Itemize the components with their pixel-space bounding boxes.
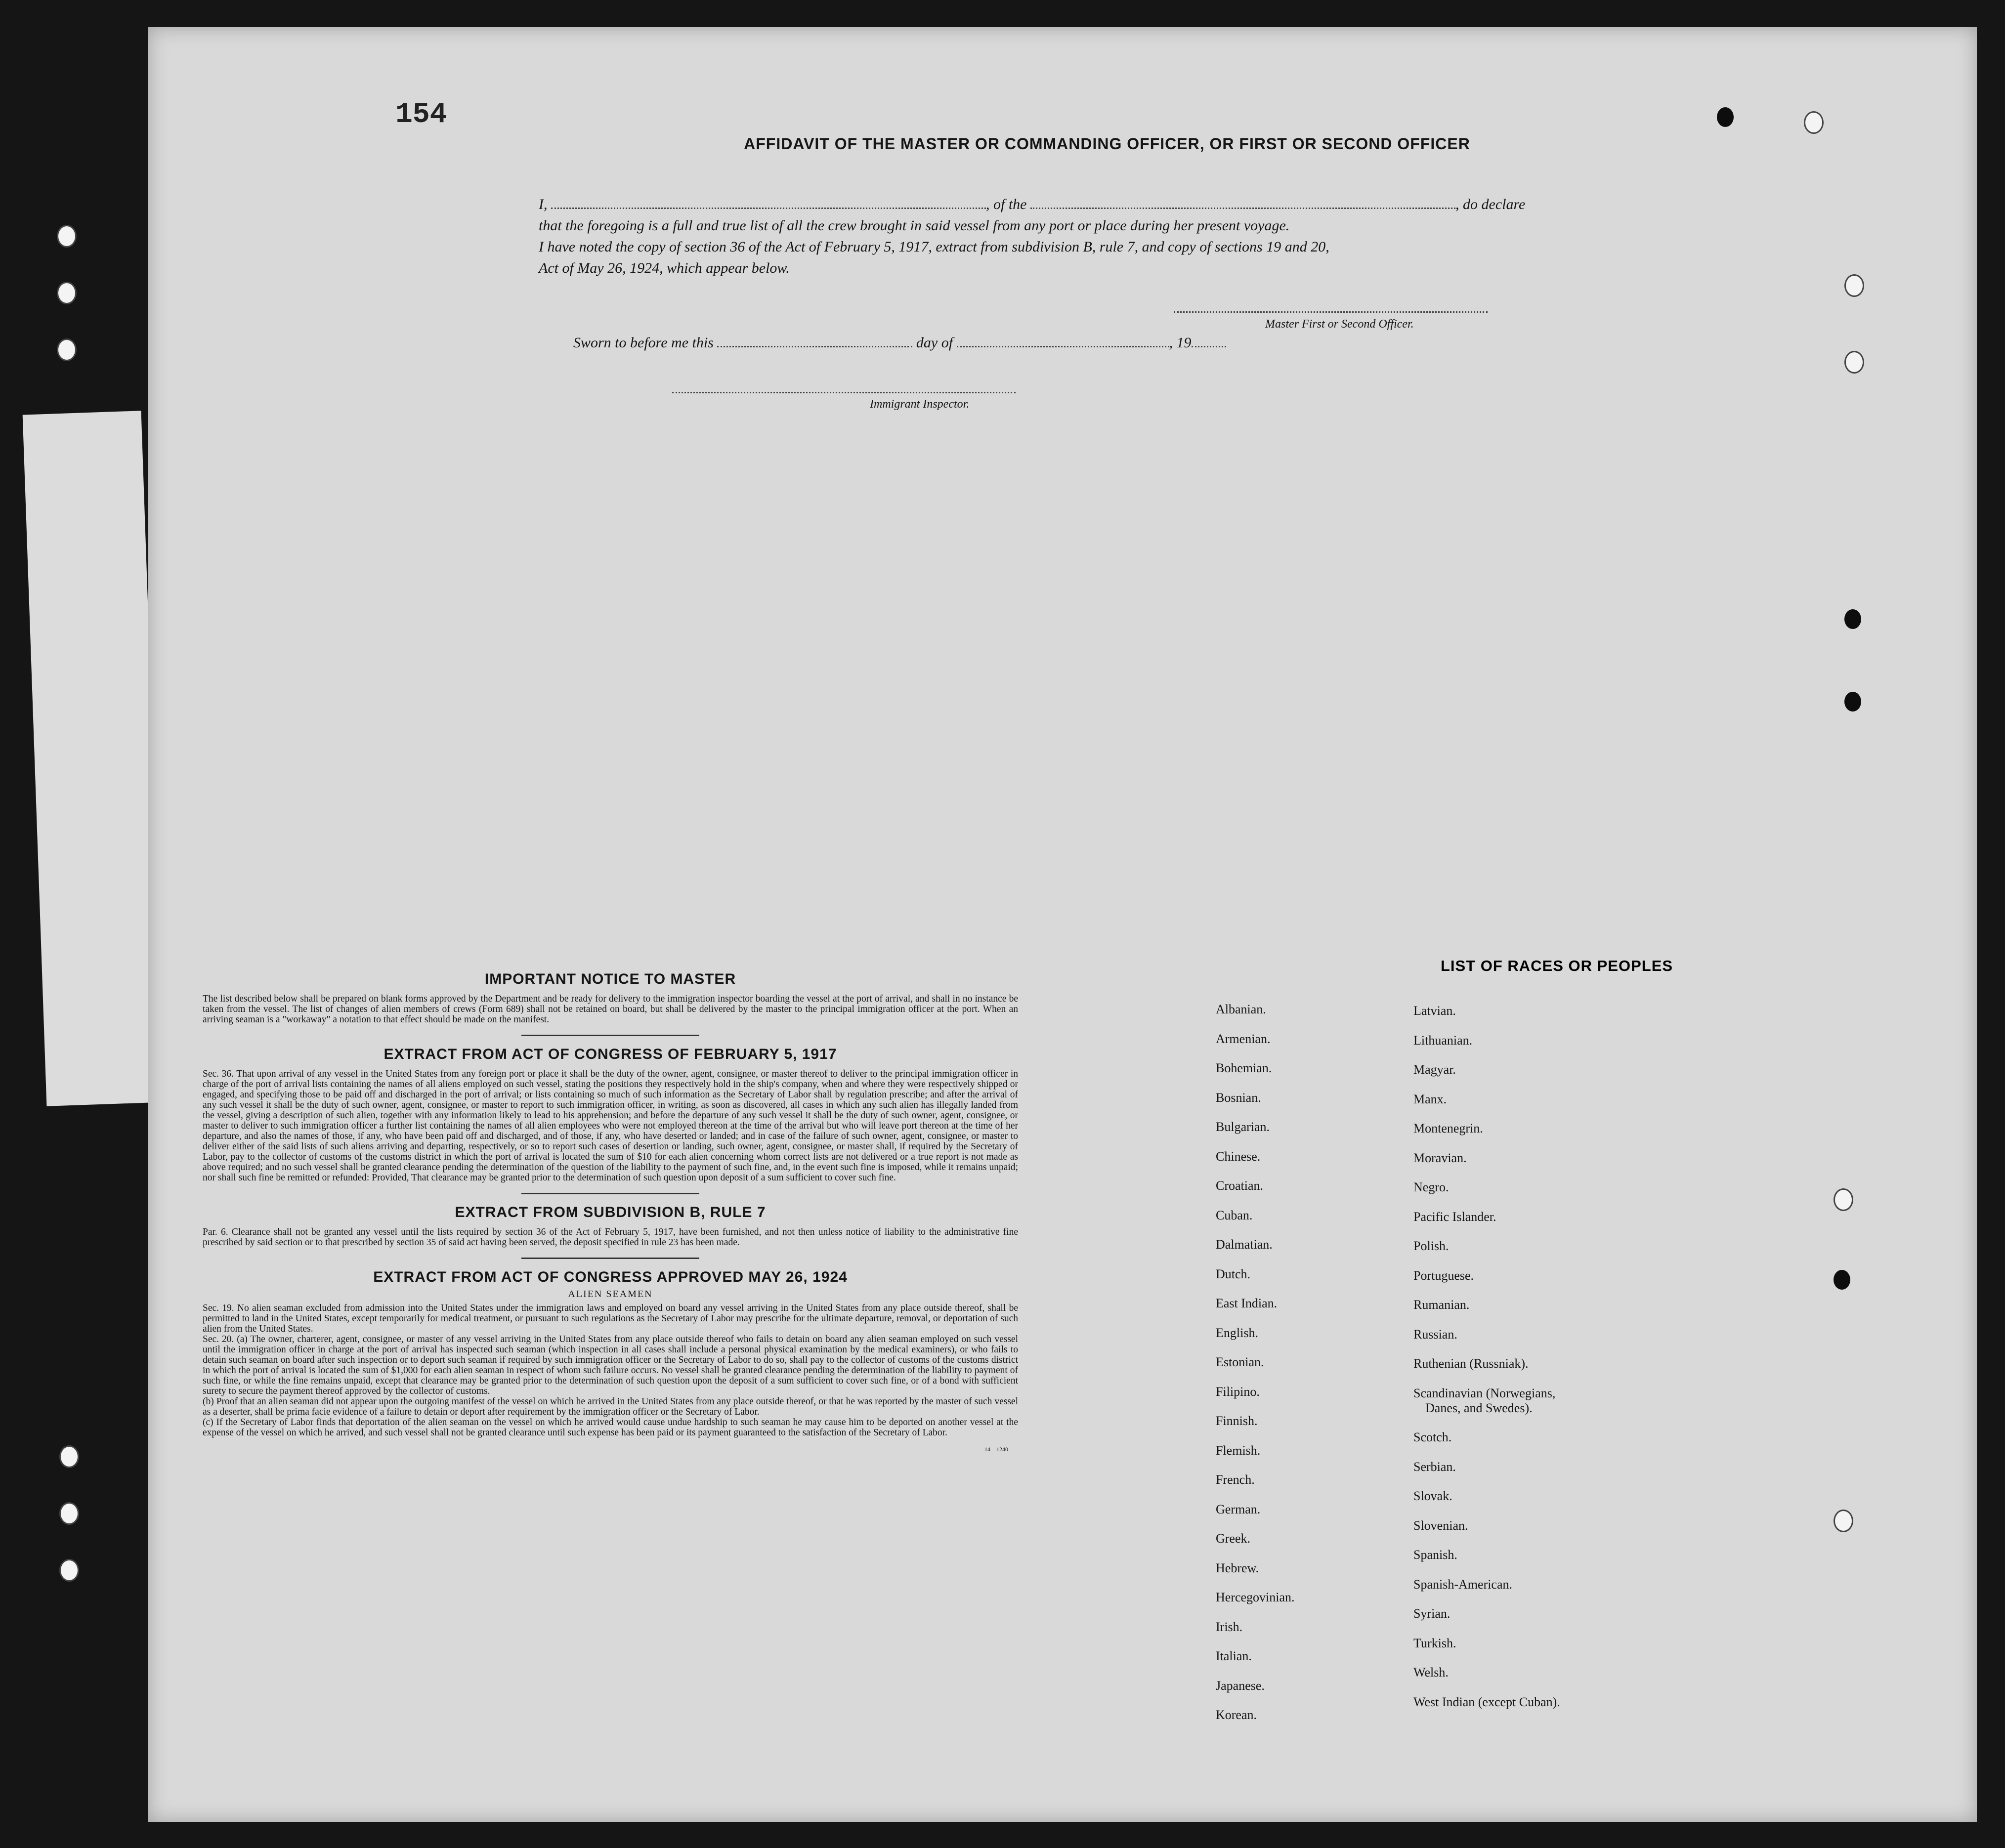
affidavit-line-3: I have noted the copy of section 36 of the Act of February 5, 1917, extract from subdivision B, rule 7, and copy of sections 19 and 20,: [539, 239, 1329, 255]
notice-body: The list described below shall be prepared on blank forms approved by the Department and be ready for delivery to the immigration inspector boarding the vessel at the port of arrival, and shall in no instance be taken from the vessel. The list of changes of alien members of crews (Form 689) shall not be retained on board, but shall be delivered by the master to the principal immigration officer at the port. When an arriving seaman is a "workaway" a notation to that effect should be made on the manifest.: [203, 994, 1018, 1025]
race-item: French.: [1216, 1472, 1255, 1487]
race-item-scandinavian: [1413, 1386, 1560, 1430]
punch-hole-left: [59, 1502, 79, 1525]
punch-hole-right: [1834, 1510, 1853, 1532]
day-of-label: day of: [916, 335, 953, 351]
race-item: Russian.: [1413, 1327, 1457, 1342]
race-item: Negro.: [1413, 1180, 1449, 1194]
race-item: Ruthenian (Russniak).: [1413, 1356, 1529, 1371]
races-title: LIST OF RACES OR PEOPLES: [1440, 957, 1673, 974]
race-item: Armenian.: [1216, 1031, 1271, 1046]
affidavit-title: AFFIDAVIT OF THE MASTER OR COMMANDING OFFICER, OR FIRST OR SECOND OFFICER: [744, 135, 1470, 153]
section-divider: [521, 1035, 699, 1036]
race-item: West Indian (except Cuban).: [1413, 1694, 1560, 1709]
form-number: 14—1240: [984, 1446, 1008, 1453]
sec19-body: Sec. 19. No alien seaman excluded from admission into the United States under the immigration laws and employed on board any vessel arriving in the United States from any place outside thereof, shall be permitted to land in the United States, except temporarily for medical treatment, or pursuant to such regulations as the Secretary of Labor may prescribe for the ultimate departure, removal, or deportation of such alien from the United States.: [203, 1303, 1018, 1334]
year-prefix-label: , 19: [1169, 335, 1192, 351]
race-item: Lithuanian.: [1413, 1033, 1473, 1048]
extract1-title: EXTRACT FROM ACT OF CONGRESS OF FEBRUARY 5, 1917: [384, 1046, 837, 1062]
declarant-name-blank[interactable]: [551, 197, 986, 209]
punch-hole-right: [1804, 111, 1824, 134]
race-item: Spanish.: [1413, 1548, 1457, 1562]
race-item: Filipino.: [1216, 1384, 1260, 1399]
race-item: Scotch.: [1413, 1430, 1452, 1444]
race-item: Dutch.: [1216, 1266, 1251, 1281]
sec20a-body: Sec. 20. (a) The owner, charterer, agent, consignee, or master of any vessel arriving in the United States from any place outside thereof who fails to detain on board any alien seaman employed on such vessel until the immigration officer in charge at the port of arrival has inspected such seaman (which inspection in all cases shall include a personal physical examination by the medical examiners), or who fails to detain such seaman on board after such inspection or to deport such seaman if required by such immigration officer or the Secretary of Labor to do so, shall pay to the collector of customs of the customs district in which the port of arrival is located the sum of $1,000 for each alien seaman in respect of whom such failure occurs. No vessel shall be granted clearance pending the determination of the liability to payment of such fine, or while the fine remains unpaid, except that clearance may be granted prior to the determination of such question upon the deposit of a sum sufficient to cover such fine, or of a bond with sufficient surety to secure the payment thereof approved by the collector of customs.: [203, 1334, 1018, 1396]
sworn-line: [573, 334, 1700, 352]
affidavit-line-4: Act of May 26, 1924, which appear below.: [539, 260, 790, 276]
race-item: Latvian.: [1413, 1004, 1456, 1018]
race-item: Slovak.: [1413, 1489, 1452, 1503]
declarant-label: I,: [539, 196, 548, 212]
race-item: Estonian.: [1216, 1355, 1264, 1369]
punch-hole-left: [59, 1445, 79, 1468]
punch-hole-right: [1834, 1188, 1853, 1211]
punch-hole-left: [59, 1559, 79, 1582]
punch-hole-right: [1844, 274, 1864, 297]
affidavit-declaration-line: [539, 195, 1665, 214]
document-page: [148, 27, 1977, 1822]
race-item: Irish.: [1216, 1619, 1243, 1634]
race-item-line: Danes, and Swedes).: [1425, 1400, 1533, 1415]
punch-hole-right: [1717, 107, 1734, 127]
extract2-body: Par. 6. Clearance shall not be granted any vessel until the lists required by section 36 of the Act of February 5, 1917, have been furnished, and not then unless notice of liability to the administrative fine prescribed by said section or to that prescribed by section 35 of said act having been served, the deposit specified in rule 23 has been made.: [203, 1227, 1018, 1248]
race-item: Dalmatian.: [1216, 1237, 1273, 1252]
race-item: Serbian.: [1413, 1459, 1456, 1474]
race-item: Hebrew.: [1216, 1560, 1259, 1575]
race-item: Greek.: [1216, 1531, 1251, 1546]
race-item: Turkish.: [1413, 1636, 1456, 1650]
races-column-left: [1216, 1002, 1295, 1737]
race-item: Moravian.: [1413, 1150, 1467, 1165]
sec20c-body: (c) If the Secretary of Labor finds that deportation of the alien seaman on the vessel on which he arrived would cause undue hardship to such seaman he may cause him to be deported on another vessel at the expense of the vessel on which he arrived, and such vessel shall not be granted clearance until such expense has been paid or its payment guaranteed to the satisfaction of the Secretary of Labor.: [203, 1417, 1018, 1438]
sec20b-body: (b) Proof that an alien seaman did not appear upon the outgoing manifest of the vessel on which he arrived in the United States from any place outside thereof, or that he was reported by the master of such vessel as a deserter, shall be prima facie evidence of a failure to detain or deport after requirement by the immigration officer or the Secretary of Labor.: [203, 1396, 1018, 1417]
race-item: German.: [1216, 1502, 1261, 1516]
race-item: Japanese.: [1216, 1678, 1265, 1693]
punch-hole-right: [1834, 1270, 1850, 1290]
race-item: Magyar.: [1413, 1062, 1456, 1077]
race-item: Rumanian.: [1413, 1298, 1470, 1312]
notice-section: [203, 971, 1018, 1453]
section-divider: [521, 1193, 699, 1194]
race-item: Albanian.: [1216, 1002, 1266, 1016]
race-item: Cuban.: [1216, 1208, 1253, 1222]
race-item: Bosnian.: [1216, 1090, 1261, 1105]
extract2-title: EXTRACT FROM SUBDIVISION B, RULE 7: [455, 1204, 766, 1220]
master-caption: Master First or Second Officer.: [1265, 318, 1414, 331]
underlying-paper: [23, 411, 166, 1106]
notice-title: IMPORTANT NOTICE TO MASTER: [484, 971, 736, 987]
punch-hole-left: [57, 282, 77, 304]
race-item: Welsh.: [1413, 1665, 1449, 1680]
race-item: Chinese.: [1216, 1149, 1261, 1164]
race-item: Flemish.: [1216, 1443, 1261, 1458]
sworn-year-blank[interactable]: [1192, 335, 1226, 347]
race-item: Polish.: [1413, 1239, 1449, 1253]
vessel-name-blank[interactable]: [1030, 197, 1455, 209]
punch-hole-right: [1844, 692, 1861, 712]
punch-hole-left: [57, 225, 77, 248]
race-item: Italian.: [1216, 1649, 1252, 1663]
sworn-label: Sworn to before me this: [573, 335, 714, 351]
do-declare-label: , do declare: [1455, 196, 1526, 212]
extract1-body: Sec. 36. That upon arrival of any vessel in the United States from any foreign port or place it shall be the duty of the owner, agent, consignee, or master thereof to deliver to the principal immigration officer in charge of the port of arrival lists containing the names of all aliens employed on such vessel, stating the positions they respectively hold in the ship's company, when and where they were respectively shipped or engaged, and specifying those to be paid off and discharged in the port of arrival; or lists containing so much of such information as the Secretary of Labor shall by regulation prescribe; and after the arrival of any such vessel it shall be the duty of such owner, agent, consignee, or master to report to such immigration officer, in writing, as soon as discovered, all cases in which any such alien has illegally landed from the vessel, giving a description of such alien, together with any information likely to lead to his apprehension; and before the departure of any such vessel it shall be the duty of such owner, agent, consignee, or master to deliver to such immigration officer a further list containing the names of all alien employees who were not employed thereon at the time of the arrival but who will leave port thereon at the time of her departure, and also the names of those, if any, who have been paid off and discharged, and of those, if any, who have deserted or landed; and in case of the failure of such owner, agent, consignee, or master to deliver either of the said lists of such aliens arriving and departing, respectively, or so to report such cases of desertion or landing, such owner, agent, consignee, or master shall, if required by the Secretary of Labor, pay to the collector of customs of the customs district in which the port of arrival is located the sum of $10 for each alien concerning whom correct lists are not delivered or a true report is not made as above required; and no such vessel shall be granted clearance pending the determination of the question of the liability to the payment of such fine, and, in the event such fine is imposed, while it remains unpaid; nor shall such fine be remitted or refunded: Provided, That clearance may be granted prior to the determination of such question upon deposit of a sum sufficient to cover such fine.: [203, 1069, 1018, 1183]
extract3-subtitle: ALIEN SEAMEN: [568, 1289, 653, 1300]
extract3-title: EXTRACT FROM ACT OF CONGRESS APPROVED MAY 26, 1924: [373, 1269, 848, 1285]
punch-hole-right: [1844, 609, 1861, 629]
race-item: Syrian.: [1413, 1606, 1450, 1621]
race-item: English.: [1216, 1325, 1258, 1340]
inspector-signature-line[interactable]: [672, 392, 1016, 393]
race-item: Finnish.: [1216, 1414, 1258, 1428]
race-item: Portuguese.: [1413, 1268, 1474, 1283]
page-number: 154: [395, 99, 447, 131]
race-item-line: Scandinavian (Norwegians,: [1413, 1386, 1556, 1400]
race-item: Manx.: [1413, 1092, 1447, 1106]
race-item: Bulgarian.: [1216, 1120, 1270, 1134]
master-signature-line[interactable]: [1174, 311, 1488, 313]
sworn-month-blank[interactable]: [957, 335, 1169, 347]
race-item: Bohemian.: [1216, 1061, 1272, 1075]
punch-hole-left: [57, 338, 77, 361]
race-item: Montenegrin.: [1413, 1121, 1483, 1135]
section-divider: [521, 1258, 699, 1259]
race-item: Slovenian.: [1413, 1518, 1468, 1533]
punch-hole-right: [1844, 351, 1864, 374]
race-item: Korean.: [1216, 1708, 1257, 1722]
inspector-caption: Immigrant Inspector.: [870, 398, 970, 411]
affidavit-line-2: that the foregoing is a full and true list of all the crew brought in said vessel from any port or place during her present voyage.: [539, 217, 1290, 234]
race-item: Croatian.: [1216, 1178, 1264, 1193]
of-the-label: , of the: [986, 196, 1027, 212]
sworn-day-blank[interactable]: [717, 335, 912, 347]
race-item: East Indian.: [1216, 1296, 1278, 1310]
race-item: Pacific Islander.: [1413, 1209, 1496, 1224]
race-item: Spanish-American.: [1413, 1577, 1513, 1592]
race-item: Hercegovinian.: [1216, 1590, 1295, 1604]
races-column-right: [1413, 1004, 1560, 1724]
